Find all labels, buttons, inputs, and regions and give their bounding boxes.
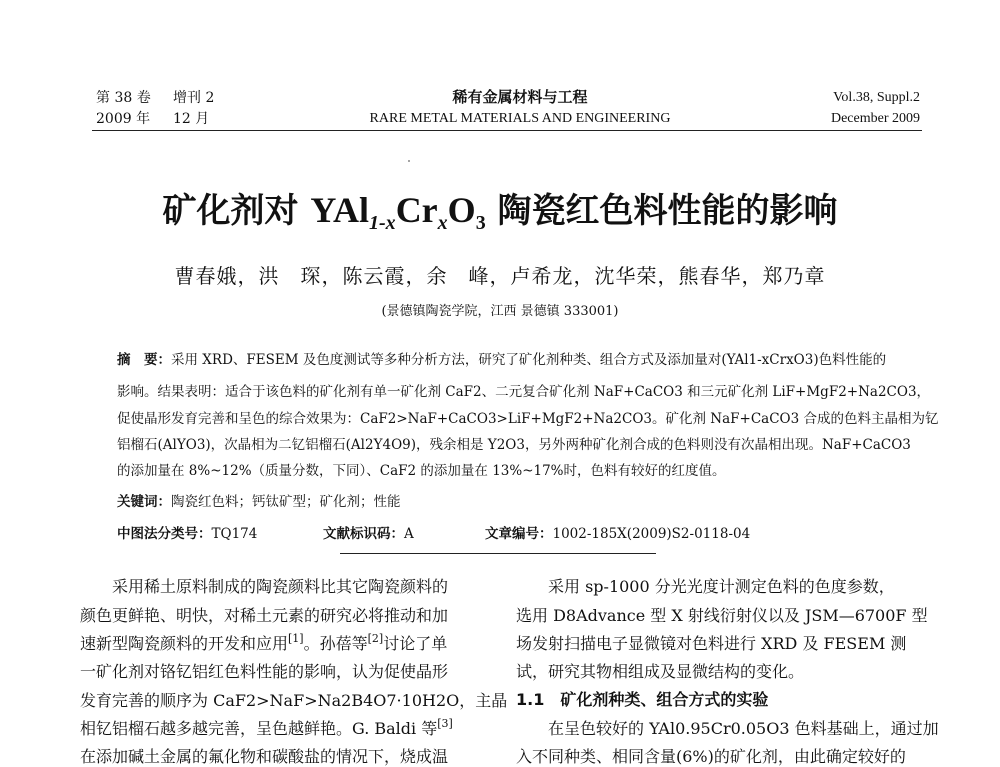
formula-sub2: x: [437, 212, 448, 234]
header-month-cn: 12 月: [173, 111, 210, 127]
title-formula: [310, 190, 486, 234]
header-volume-cn: 第 38 卷: [96, 90, 151, 106]
left-col-line-3: [80, 634, 447, 654]
citation-3: [3]: [437, 717, 453, 730]
header-volume-en: Vol.38, Suppl.2: [833, 90, 920, 105]
abstract-text-1: 采用 XRD、FESEM 及色度测试等多种分析方法，研究了矿化剂种类、组合方式及添加量对(YAl1-xCrxO3)色料性能的: [171, 352, 887, 368]
left-col-line-6a: 相钇铝榴石越多越完善，呈色越鲜艳。G. Baldi 等: [80, 719, 438, 738]
clc-value: TQ174: [211, 526, 258, 542]
paper-title: [100, 188, 900, 233]
left-col-line-5: 发育完善的顺序为 CaF2>NaF>Na2B4O7·10H2O，主晶: [80, 691, 508, 710]
left-col-line-3b: 。孙蓓等: [303, 634, 368, 653]
right-col-line-2: 选用 D8Advance 型 X 射线衍射仪以及 JSM—6700F 型: [516, 606, 928, 625]
stray-dot: [408, 160, 410, 162]
document-code: [323, 525, 414, 543]
header-rule: [92, 130, 922, 131]
formula-cr: Cr: [395, 190, 438, 230]
abstract-label: 摘 要：: [117, 352, 171, 368]
right-col-line-5: 在呈色较好的 YAl0.95Cr0.05O3 色料基础上，通过加: [516, 719, 939, 738]
keywords-label: 关键词：: [117, 494, 171, 510]
right-col-line-3: 场发射扫描电子显微镜对色料进行 XRD 及 FESEM 测: [516, 634, 907, 653]
formula-o: O: [447, 190, 476, 230]
abstract-line-2: 影响。结果表明：适合于该色料的矿化剂有单一矿化剂 CaF2、二元复合矿化剂 NaF+CaCO3 和三元矿化剂 LiF+MgF2+Na2CO3，: [117, 384, 931, 400]
keywords-line: [117, 493, 401, 511]
left-col-line-2: 颜色更鲜艳、明快，对稀土元素的研究必将推动和加: [80, 606, 449, 625]
formula-y: YAl: [310, 190, 370, 230]
formula-sub1: 1-x: [369, 212, 396, 234]
article-number: [485, 525, 750, 543]
right-col-line-6: 入不同种类、相同含量(6%)的矿化剂，由此确定较好的: [516, 747, 906, 766]
affiliation: (景德镇陶瓷学院，江西 景德镇 333001): [381, 304, 619, 319]
header-date-en: December 2009: [830, 111, 920, 126]
header-issue-cn: 增刊 2: [173, 90, 215, 106]
left-col-line-3a: 速新型陶瓷颜料的开发和应用: [80, 634, 289, 653]
right-col-line-1: 采用 sp-1000 分光光度计测定色料的色度参数，: [516, 577, 895, 596]
right-col-line-4: 试，研究其物相组成及显微结构的变化。: [516, 662, 805, 681]
abstract-divider: [340, 553, 656, 554]
header-year-cn: 2009 年: [96, 111, 151, 127]
abstract-line-4: 铝榴石(AlYO3)，次晶相为二钇铝榴石(Al2Y4O9)，残余相是 Y2O3，另外两种矿化剂合成的色料则没有次晶相出现。NaF+CaCO3: [117, 437, 911, 453]
left-col-line-6: [80, 719, 453, 739]
author-list: 曹春娥，洪 琛，陈云霞，余 峰，卢希龙，沈华荣，熊春华，郑乃章: [174, 264, 826, 288]
section-heading-1-1: 1.1 矿化剂种类、组合方式的实验: [516, 690, 769, 709]
citation-2: [2]: [367, 632, 384, 645]
left-col-line-7: 在添加碱土金属的氟化物和碳酸盐的情况下，烧成温: [80, 747, 449, 766]
abstract-line-3: 促使晶形发育完善和呈色的综合效果为：CaF2>NaF+CaCO3>LiF+MgF2+Na2CO3。矿化剂 NaF+CaCO3 合成的色料主晶相为钇: [117, 411, 939, 427]
title-prefix: 矿化剂对: [162, 191, 311, 231]
left-col-line-1: 采用稀土原料制成的陶瓷颜料比其它陶瓷颜料的: [80, 577, 449, 596]
abstract-line-5: 的添加量在 8%~12%（质量分数，下同）、CaF2 的添加量在 13%~17%时，色料有较好的红度值。: [117, 463, 726, 479]
doc-label: 文献标识码：: [323, 526, 404, 542]
keywords-text: 陶瓷红色料；钙钛矿型；矿化剂；性能: [171, 494, 401, 510]
article-value: 1002-185X(2009)S2-0118-04: [552, 526, 751, 542]
doc-value: A: [404, 526, 414, 542]
abstract-line-1: [117, 351, 886, 369]
left-col-line-4: 一矿化剂对铬钇铝红色料性能的影响，认为促使晶形: [80, 662, 449, 681]
clc-number: [117, 525, 257, 543]
title-suffix: 陶瓷红色料性能的影响: [485, 191, 838, 231]
journal-title-cn: 稀有金属材料与工程: [452, 88, 588, 106]
left-col-line-3c: 讨论了单: [383, 634, 448, 653]
citation-1: [1]: [288, 632, 304, 645]
clc-label: 中图法分类号：: [117, 526, 212, 542]
article-label: 文章编号：: [485, 526, 553, 542]
formula-sub3: 3: [475, 212, 486, 234]
journal-title-en: RARE METAL MATERIALS AND ENGINEERING: [369, 111, 671, 126]
